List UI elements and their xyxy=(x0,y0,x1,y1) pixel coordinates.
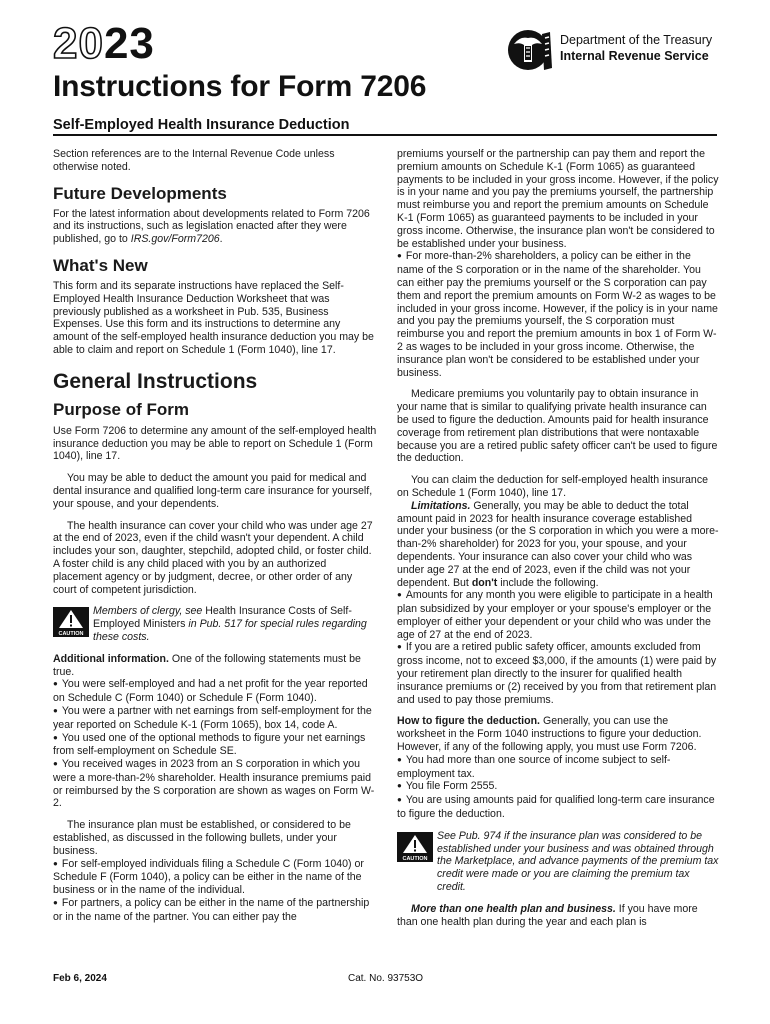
caution-clergy-a: Members of clergy, see xyxy=(93,605,206,618)
how-to-figure-paragraph xyxy=(397,715,719,753)
page-subtitle: Self-Employed Health Insurance Deduction xyxy=(53,117,350,133)
caution-label: CAUTION xyxy=(58,631,84,638)
limitations-dont: don't xyxy=(471,576,498,589)
tax-year-outline: 20 xyxy=(53,19,104,68)
agency-department: Department of the Treasury xyxy=(560,33,713,47)
general-instructions-heading: General Instructions xyxy=(53,369,258,393)
irs-eagle-logo-icon xyxy=(506,28,556,72)
list-item: ● If you are a retired public safety officer, amounts excluded from gross income, not to exceed $3,000, if the amounts (1) were paid by your retirement plan directly to the insurer for qualified health insurance premiums or (2) received by you from that retirement plan and used to pay those premiums. xyxy=(397,641,719,706)
list-item: ● For self-employed individuals filing a Schedule C (Form 1040) or Schedule F (Form 1040), a policy can be either in the name of the business or in the name of the individual. xyxy=(53,858,377,897)
medicare-paragraph: Medicare premiums you voluntarily pay to obtain insurance in your name that is similar to qualifying private health insurance can be used to figure the deduction. Amounts paid for health insurance coverage from retirement plan distributions that were nontaxable because you are a retired public safety officer can't be used to figure the deduction. xyxy=(397,388,718,465)
list-item: ● You file Form 2555. xyxy=(397,780,719,794)
whats-new-heading: What's New xyxy=(53,255,148,275)
caution-clergy-ref: Health Insurance Costs of Self-Employed Ministers xyxy=(93,605,352,631)
future-developments-heading: Future Developments xyxy=(53,183,227,203)
footer-date: Feb 6, 2024 xyxy=(53,973,107,984)
list-item: ● You used one of the optional methods to figure your net earnings from self-employment on Schedule SE. xyxy=(53,732,377,759)
caution-icon xyxy=(397,832,433,862)
additional-information-text: One of the following statements must be true. xyxy=(53,652,361,678)
future-link[interactable]: IRS.gov/Form7206 xyxy=(130,233,220,246)
more-than-one-plan-text: If you have more than one health plan during the year and each plan is xyxy=(397,902,698,928)
future-text: For the latest information about developments related to Form 7206 and its instructions, such as legislation enacted after they were published, go to xyxy=(53,207,370,246)
list-item: ● You had more than one source of income subject to self-employment tax. xyxy=(397,754,719,781)
agency-irs: Internal Revenue Service xyxy=(560,49,709,63)
list-item: ● You received wages in 2023 from an S corporation in which you were a more-than-2% shareholder. Health insurance premiums paid or reimbursed by the S corporation are shown as wages on Form W-2. xyxy=(53,758,377,810)
partner-continued-text: premiums yourself or the partnership can pay them and report the premium amounts on Schedule K-1 (Form 1065) as guaranteed payments to be included in your gross income. However, if the policy is in your name and you pay the premiums yourself, the partnership must reimburse you and report the premium amounts on Schedule K-1 (Form 1065) as guaranteed payments to be included in your gross income. Otherwise, the insurance plan won't be considered to be established under your business. xyxy=(397,148,719,250)
header-divider xyxy=(53,134,717,136)
caution-marketplace-text: See Pub. 974 if the insurance plan was considered to be established under your business and was obtained through the Marketplace, and advance payments of the premium tax credit were made or you are claiming the premium tax credit. xyxy=(437,829,719,894)
limitations-head: Limitations. xyxy=(411,499,471,512)
future-end: . xyxy=(219,233,223,246)
limitations-paragraph xyxy=(397,500,719,590)
caution-clergy xyxy=(53,605,377,643)
additional-information xyxy=(53,653,377,679)
right-column xyxy=(397,148,719,928)
limitations-end: include the following. xyxy=(497,576,599,589)
caution-label: CAUTION xyxy=(402,855,428,862)
how-to-figure-head: How to figure the deduction. xyxy=(397,715,541,728)
more-than-one-plan-paragraph xyxy=(397,903,719,929)
list-item: ● Amounts for any month you were eligible to participate in a health plan subsidized by your employer or your spouse's employer or the employer of either your dependent or your child who was under the age of 27 at the end of 2023. xyxy=(397,589,719,641)
list-item: ● For partners, a policy can be either in the name of the partnership or in the name of the partner. You can either pay the xyxy=(53,897,377,924)
future-developments-text xyxy=(53,208,377,246)
limitations-text: Generally, you may be able to deduct the total amount paid in 2023 for health insurance coverage established under your business (or the S corporation in which you were a more-than-2% shareholder) for 2023 for you, your spouse, and your dependents. Your insurance can also cover your child who was under age 27 at the end of 2023, even if the child was not your dependent. But xyxy=(397,499,719,589)
caution-icon xyxy=(53,607,89,637)
caution-clergy-text xyxy=(93,605,377,643)
claim-paragraph: You can claim the deduction for self-employed health insurance on Schedule 1 (Form 1040), line 17. xyxy=(397,474,709,499)
agency-name xyxy=(560,32,712,64)
additional-information-head: Additional information. xyxy=(53,652,169,665)
intro-text: Section references are to the Internal Revenue Code unless otherwise noted. xyxy=(53,148,335,173)
purpose-heading: Purpose of Form xyxy=(53,399,190,419)
left-column xyxy=(53,148,377,924)
list-item: ● You were self-employed and had a net profit for the year reported on Schedule C (Form 1040) or Schedule F (Form 1040). xyxy=(53,678,377,705)
page-title: Instructions for Form 7206 xyxy=(53,70,427,103)
list-item: ● You were a partner with net earnings from self-employment for the year reported on Schedule K-1 (Form 1065), box 14, code A. xyxy=(53,705,377,732)
purpose-paragraph-1: Use Form 7206 to determine any amount of the self-employed health insurance deduction you may be able to report on Schedule 1 (Form 1040), line 17. xyxy=(53,424,377,463)
tax-year-solid: 23 xyxy=(103,19,155,68)
caution-clergy-c: in Pub. 517 for special rules regarding these costs. xyxy=(93,618,367,643)
caution-marketplace xyxy=(397,830,719,894)
purpose-paragraph-2: You may be able to deduct the amount you paid for medical and dental insurance and qualified long-term care insurance for yourself, your spouse, and your dependents. xyxy=(53,472,373,510)
whats-new-text: This form and its separate instructions have replaced the Self-Employed Health Insurance Deduction Worksheet that was previously published as a worksheet in Pub. 535, Business Expenses. Use this form and its instructions to determine any amount of the self-employed health insurance deduction you may be able to claim and report on Schedule 1 (Form 1040), line 17. xyxy=(53,279,374,356)
how-to-figure-text: Generally, you can use the worksheet in the Form 1040 instructions to figure your deduction. However, if any of the following apply, you must use Form 7206. xyxy=(397,715,702,754)
tax-year xyxy=(53,19,155,68)
footer-catalog-number: Cat. No. 93753O xyxy=(348,973,424,984)
list-item: ● For more-than-2% shareholders, a policy can be either in the name of the S corporation or in the name of the shareholder. You can either pay the premiums yourself or the S corporation can pay them and report the premium amounts on Form W-2 as wages to be included in your gross income. However, if the policy is in your name and you pay the premiums yourself, the S corporation must reimburse you and report the premium amounts in box 1 of Form W-2 as wages to be included in your gross income. Otherwise, the insurance plan won't be considered to be established under your business. xyxy=(397,250,719,379)
plan-established-text: The insurance plan must be established, or considered to be established, as discussed in the following bullets, under your business. xyxy=(53,819,351,857)
list-item: ● You are using amounts paid for qualified long-term care insurance to figure the deduction. xyxy=(397,794,719,821)
more-than-one-plan-head: More than one health plan and business. xyxy=(411,902,616,915)
purpose-paragraph-3: The health insurance can cover your child who was under age 27 at the end of 2023, even if the child wasn't your dependent. A child includes your son, daughter, stepchild, adopted child, or foster child. A foster child is any child placed with you by an authorized placement agency or by judgment, decree, or other order of any court of competent jurisdiction. xyxy=(53,519,373,596)
